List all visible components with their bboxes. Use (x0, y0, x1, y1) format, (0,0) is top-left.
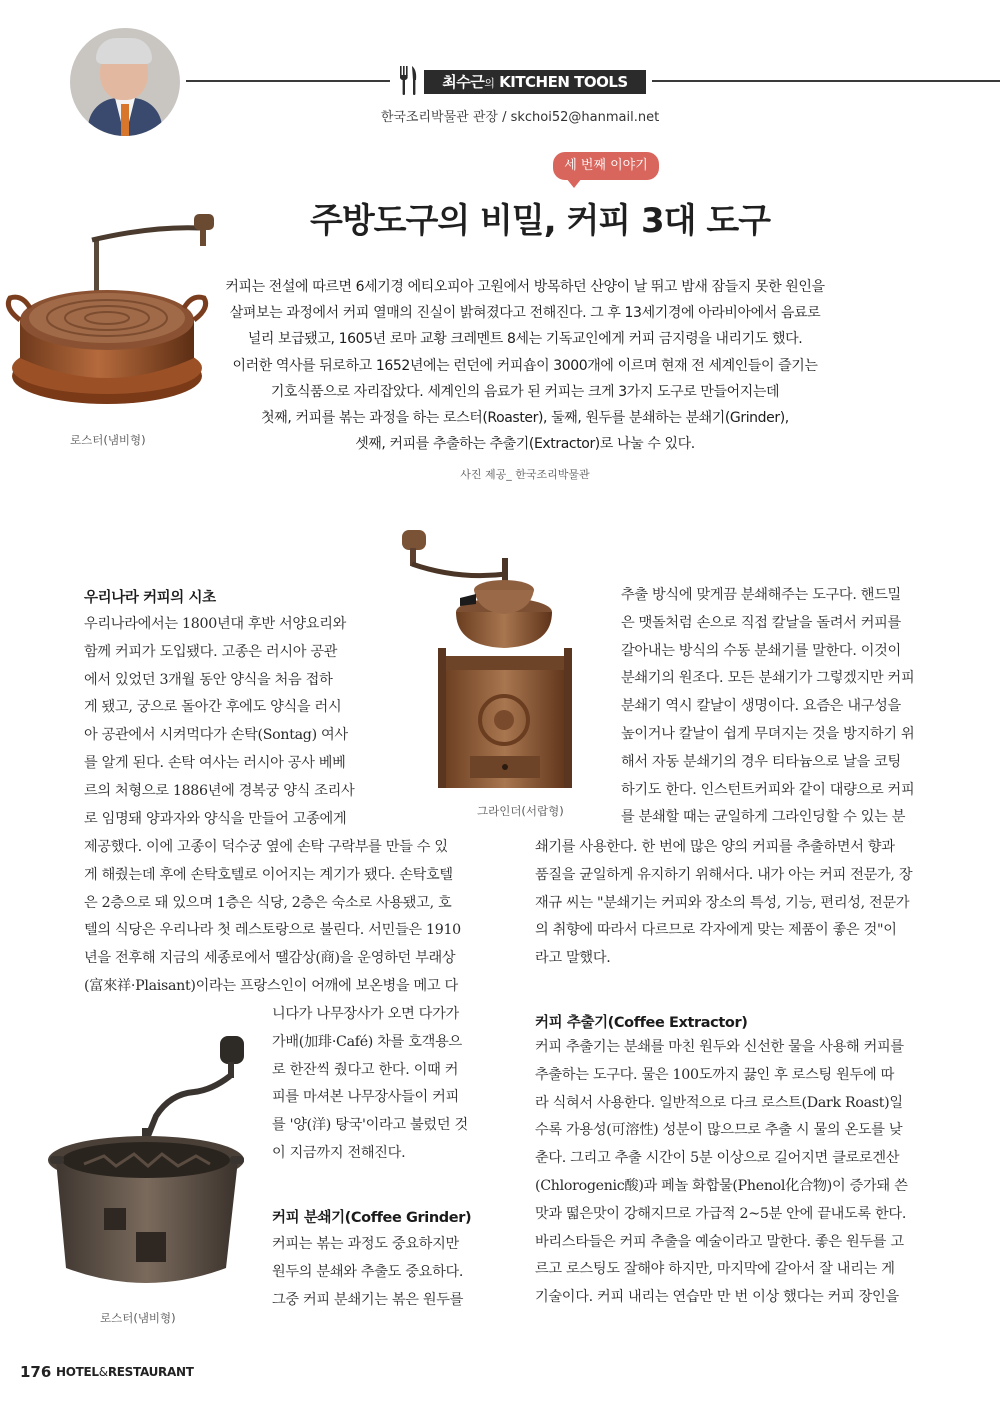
text-line: 니다가 나무장사가 오면 다가가 (272, 1006, 459, 1022)
author-byline: 한국조리박물관 관장 / skchoi52@hanmail.net (380, 110, 660, 125)
page-number: 176 (20, 1363, 52, 1381)
text-line: 피를 마셔본 나무장사들이 커피 (272, 1089, 459, 1106)
roaster-pot-image-top (2, 208, 224, 418)
header-rule-left (186, 80, 390, 82)
text-line: 에서 있었던 3개월 동안 양식을 처음 접하 (84, 671, 333, 688)
series-tag-tail (566, 178, 582, 188)
text-line: 춘다. 그리고 추출 시간이 5분 이상으로 길어지면 클로로겐산 (535, 1150, 900, 1167)
magazine-name-amp: & (98, 1365, 108, 1379)
intro-line: 살펴보는 과정에서 커피 열매의 진실이 밝혀졌다고 전해진다. 그 후 13세기경에 아라비아에서 음료로 (229, 305, 821, 322)
text-line: 함께 커피가 도입됐다. 고종은 러시아 공관 (84, 643, 338, 660)
text-line: 추출하는 도구다. 물은 100도까지 끓인 후 로스팅 원두에 따 (535, 1066, 894, 1083)
intro-line: 커피는 전설에 따르면 6세기경 에티오피아 고원에서 방목하던 산양이 날 뛰고 밤새 잠들지 못한 원인을 (225, 279, 825, 295)
text-line: 의 취향에 따라서 다르므로 각자에게 맞는 제품이 좋은 것"이 (535, 922, 897, 939)
text-line: 제공했다. 이에 고종이 덕수궁 옆에 손탁 구락부를 만들 수 있 (84, 839, 448, 855)
fork-knife-icon (398, 66, 418, 96)
intro-line: 널리 보급됐고, 1605년 로마 교황 크레멘트 8세는 기독교인에게 커피 금지령을 내리기도 했다. (247, 331, 803, 348)
magazine-name-b: RESTAURANT (107, 1365, 194, 1379)
badge-name: 최수근 (442, 73, 485, 91)
text-line: 그중 커피 분쇄기는 볶은 원두를 (272, 1291, 464, 1308)
intro-line: 셋째, 커피를 추출하는 추출기(Extractor)로 나눌 수 있다. (355, 436, 695, 453)
badge-title: KITCHEN TOOLS (499, 73, 628, 91)
text-line: 라 식혀서 사용한다. 일반적으로 다크 로스트(Dark Roast)일 (535, 1094, 903, 1111)
text-line: 추출 방식에 맞게끔 분쇄해주는 도구다. 핸드밀 (621, 587, 901, 603)
text-line: 로 임명돼 양과자와 양식을 만들어 고종에게 (84, 810, 347, 827)
text-line: 품질을 균일하게 유지하기 위해서다. 내가 아는 커피 전문가, 장 (535, 866, 913, 883)
caption-roaster-bottom: 로스터(냄비형) (100, 1311, 176, 1325)
intro-line: 이러한 역사를 뒤로하고 1652년에는 런던에 커피숍이 3000개에 이르며 현재 전 세계인들이 즐기는 (232, 357, 818, 374)
text-line: 재규 씨는 "분쇄기는 커피와 장소의 특성, 기능, 편리성, 전문가 (535, 894, 910, 911)
text-line: 수록 가용성(可溶性) 성분이 많으므로 추출 시 물의 온도를 낮 (535, 1122, 903, 1139)
intro-line: 기호식품으로 자리잡았다. 세계인의 음료가 된 커피는 크게 3가지 도구로 만들어지는데 (270, 383, 780, 400)
header-rule-right (652, 80, 1000, 82)
section-korea-narrow-text (84, 611, 372, 833)
text-line: 텔의 식당은 우리나라 첫 레스토랑으로 불린다. 서민들은 1910 (84, 922, 461, 939)
text-line: 르의 처형으로 1886년에 경복궁 양식 조리사 (84, 782, 355, 799)
intro-line: 첫째, 커피를 볶는 과정을 하는 로스터(Roaster), 둘째, 원두를 분쇄하는 분쇄기(Grinder), (261, 410, 789, 427)
roaster-pot-image-bottom (44, 1032, 250, 1304)
text-line: 로 한잔씩 줬다고 한다. 이때 커 (272, 1061, 459, 1078)
text-line: 를 분쇄할 때는 균일하게 그라인딩할 수 있는 분 (621, 809, 906, 826)
text-line: 분쇄기의 원조다. 모든 분쇄기가 그렇겠지만 커피 (621, 670, 915, 687)
right-column-narrow-text (621, 582, 938, 832)
magazine-name (56, 1365, 194, 1379)
caption-grinder: 그라인더(서랍형) (477, 804, 564, 818)
right-column-wide-text (535, 834, 938, 973)
section-korea-wide-text (84, 834, 488, 1001)
text-line: 게 해줬는데 후에 손탁호텔로 이어지는 계기가 됐다. 손탁호텔 (84, 866, 453, 883)
section-extractor-text (535, 1034, 938, 1312)
text-line: 라고 말했다. (535, 950, 611, 967)
text-line: 해서 자동 분쇄기의 경우 티타늄으로 날을 코팅 (621, 753, 901, 770)
text-line: (Chlorogenic酸)과 페놀 화합물(Phenol化合物)이 증가돼 쓴 (535, 1177, 908, 1194)
text-line: 아 공관에서 시켜먹다가 손탁(Sontag) 여사 (84, 727, 348, 744)
text-line: 커피는 볶는 과정도 중요하지만 (272, 1236, 459, 1252)
intro-text (205, 274, 845, 457)
text-line: 를 알게 된다. 손탁 여사는 러시아 공사 베베 (84, 754, 346, 771)
text-line: 가배(加琲·Café) 차를 호객용으 (272, 1033, 462, 1050)
text-line: 게 됐고, 궁으로 돌아간 후에도 양식을 러시 (84, 699, 342, 716)
text-line: 원두의 분쇄와 추출도 중요하다. (272, 1263, 464, 1280)
text-line: 우리나라에서는 1800년대 후반 서양요리와 (84, 616, 347, 632)
badge-particle: 의 (484, 77, 495, 90)
text-line: (富來祥·Plaisant)이라는 프랑스인이 어깨에 보온병을 메고 다 (84, 977, 458, 994)
text-line: 년을 전후해 지금의 세종로에서 땔감상(商)을 운영하던 부래상 (84, 950, 456, 967)
grinder-drawer-image (398, 524, 584, 796)
text-line: 바리스타들은 커피 추출을 예술이라고 말한다. 좋은 원두를 고 (535, 1233, 904, 1250)
text-line: 갈아내는 방식의 수동 분쇄기를 말한다. 이것이 (621, 642, 901, 659)
text-line: 커피 추출기는 분쇄를 마친 원두와 신선한 물을 사용해 커피를 (535, 1039, 904, 1055)
section-heading-extractor: 커피 추출기(Coffee Extractor) (535, 1015, 748, 1031)
section-heading-grinder: 커피 분쇄기(Coffee Grinder) (272, 1210, 472, 1226)
text-line: 이 지금까지 전해진다. (272, 1144, 406, 1161)
text-line: 은 2층으로 돼 있으며 1층은 식당, 2층은 숙소로 사용됐고, 호 (84, 894, 452, 911)
text-line: 높이거나 칼날이 쉽게 무뎌지는 것을 방지하기 위 (621, 725, 915, 742)
section-korea-inset-text (272, 1001, 486, 1168)
text-line: 기술이다. 커피 내리는 연습만 만 번 이상 했다는 커피 장인을 (535, 1289, 899, 1306)
section-grinder-text (272, 1231, 486, 1314)
article-title: 주방도구의 비밀, 커피 3대 도구 (309, 201, 771, 241)
section-heading-korea-coffee: 우리나라 커피의 시초 (84, 590, 216, 606)
photo-credit: 사진 제공_ 한국조리박물관 (460, 468, 590, 481)
author-photo (70, 28, 180, 136)
magazine-name-a: HOTEL (56, 1365, 99, 1379)
text-line: 를 '양(洋) 탕국'이라고 불렀던 것 (272, 1117, 468, 1134)
text-line: 르고 로스팅도 잘해야 하지만, 마지막에 갈아서 잘 내리는 게 (535, 1261, 895, 1278)
text-line: 쇄기를 사용한다. 한 번에 많은 양의 커피를 추출하면서 향과 (535, 839, 895, 855)
text-line: 은 맷돌처럼 손으로 직접 칼날을 돌려서 커피를 (621, 614, 901, 631)
text-line: 분쇄기 역시 칼날이 생명이다. 요즘은 내구성을 (621, 698, 901, 715)
text-line: 맛과 떫은맛이 강해지므로 가급적 2~5분 안에 끝내도록 한다. (535, 1205, 907, 1222)
caption-roaster-top: 로스터(냄비형) (70, 433, 146, 447)
series-tag: 세 번째 이야기 (553, 152, 659, 180)
text-line: 하기도 한다. 인스턴트커피와 같이 대량으로 커피 (621, 781, 915, 798)
column-badge (424, 70, 646, 94)
